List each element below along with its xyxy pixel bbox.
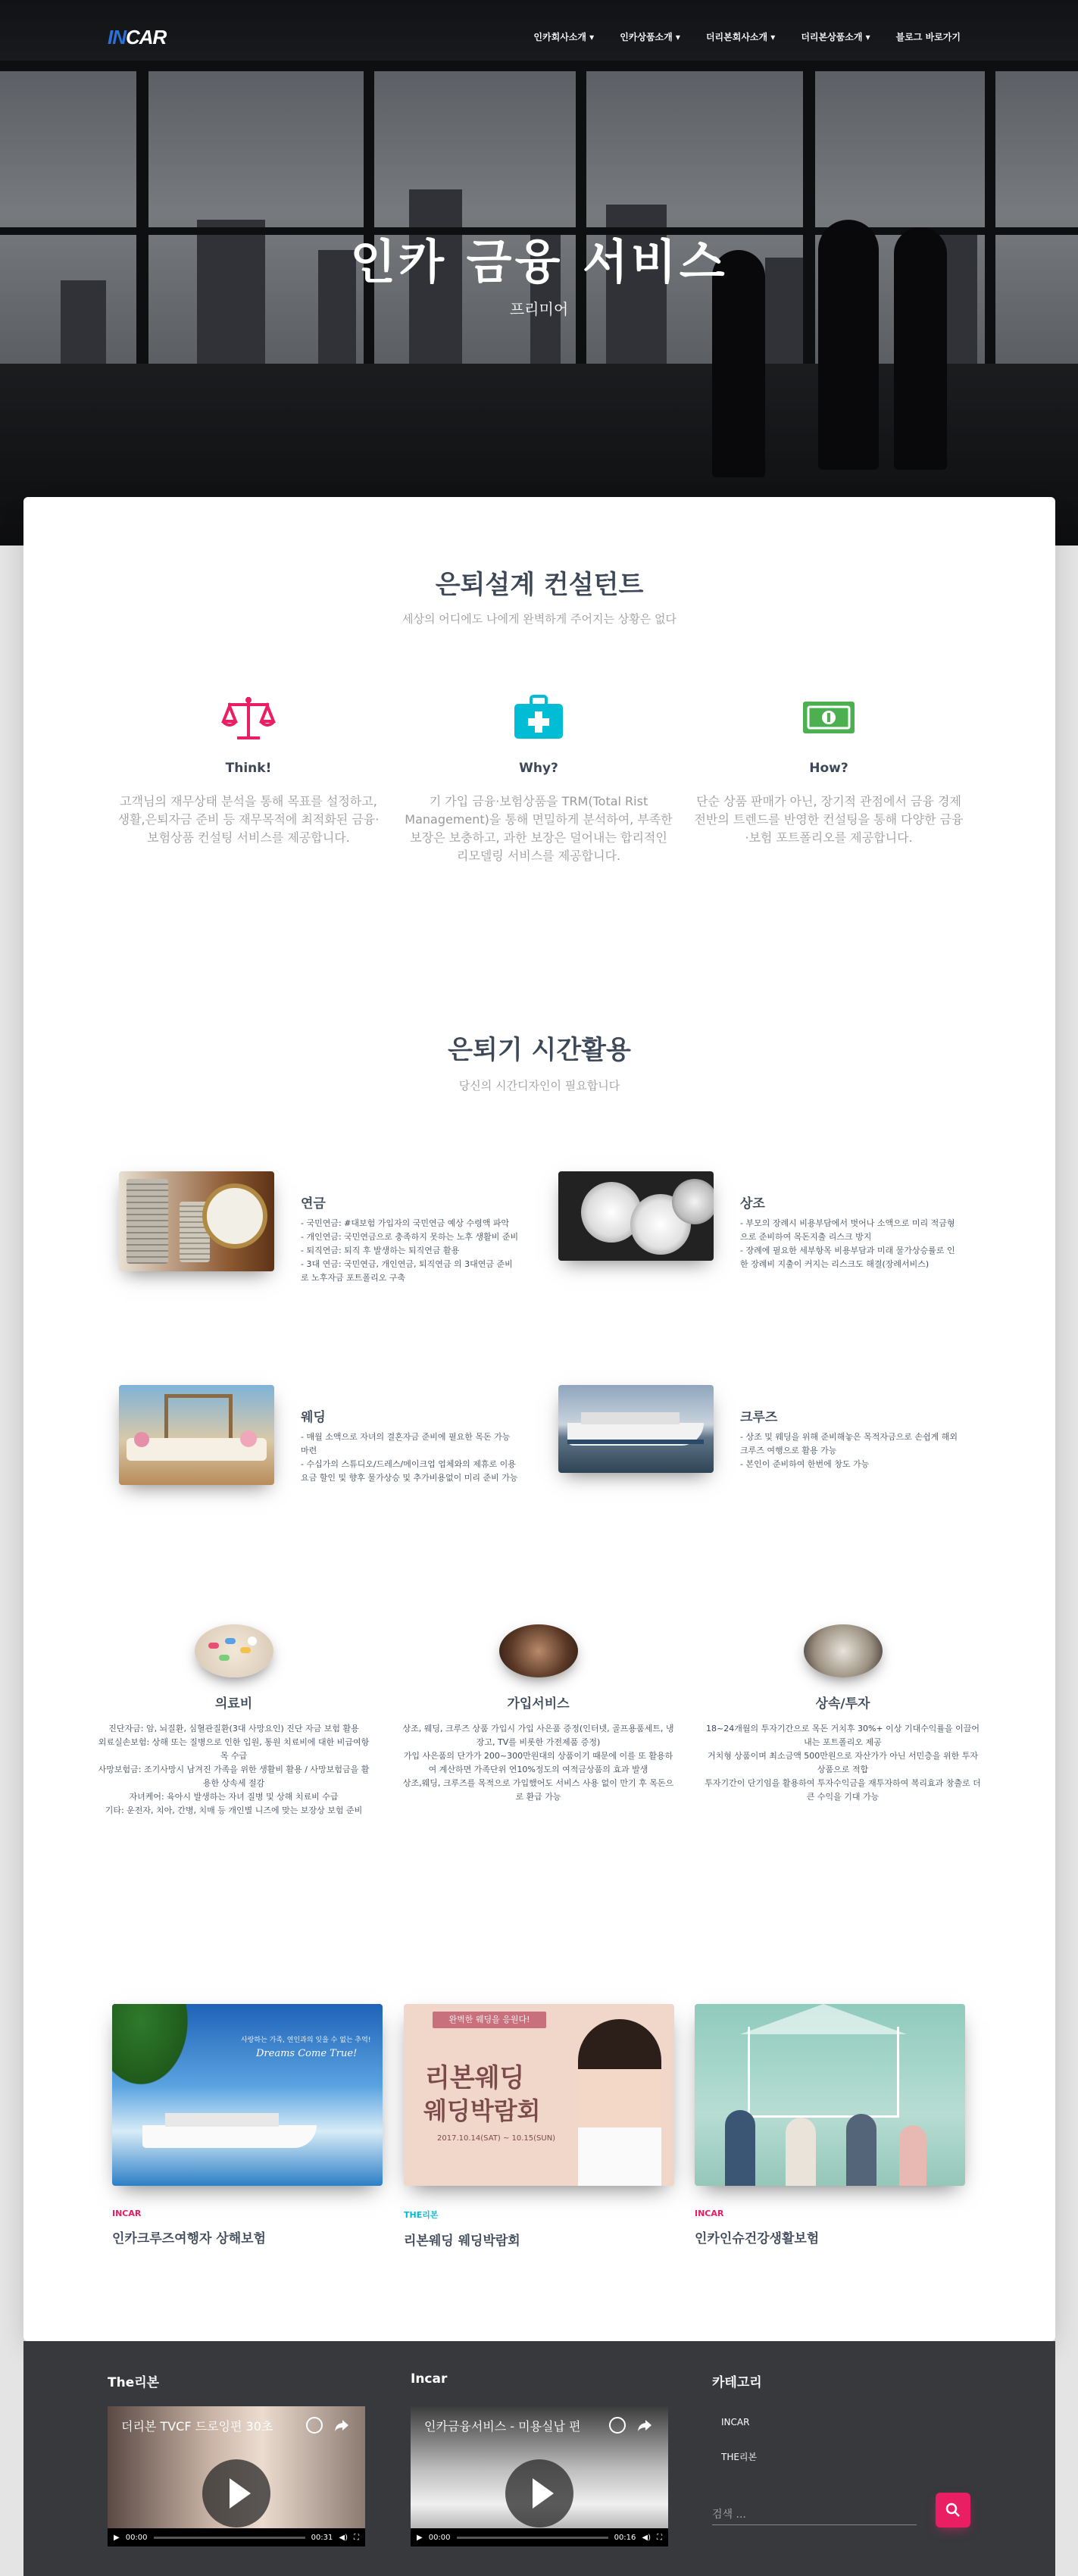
- video-player-incar[interactable]: [411, 2406, 668, 2546]
- hero-subtitle: 프리미어: [509, 300, 569, 318]
- current-time: 00:00: [428, 2533, 451, 2542]
- search-button[interactable]: [936, 2493, 970, 2528]
- food-image: [499, 1624, 578, 1677]
- footer-col-title: Incar: [411, 2371, 448, 2387]
- card-headline: 리본웨딩: [425, 2063, 525, 2093]
- video-progress-bar[interactable]: [154, 2537, 305, 2539]
- video-player-reborn[interactable]: [108, 2406, 365, 2546]
- card-date: 2017.10.14(SAT) ~ 10.15(SUN): [437, 2134, 556, 2143]
- video-progress-bar[interactable]: [457, 2537, 608, 2539]
- col-text: 진단자금: 암, 뇌질환, 심혈관질환(3대 사망요인) 진단 자금 보험 활용 외료실손보험: 상해 또는 질병으로 인한 입원, 통원 치료비에 대한 비급여항목 수급 사망보험금: 조기사망시 남겨진 가족을 위한 생활비 활용 / 사망보험금을 활용한 상속세 절감 자녀케어: 육아시 발생하는 자녀 질병 및 상해 치료비 수급 기타: 운전자, 치아, 간병, 치매 등 개인별 니즈에 맞는 보장상 보험 준비: [98, 1724, 370, 1815]
- card-title[interactable]: 인카크루즈여행자 상해보험: [112, 2231, 266, 2246]
- footer-col-title: The리본: [108, 2375, 160, 2390]
- block-text: - 부모의 장례시 비용부담에서 벗어나 소액으로 미리 적금형으로 준비하여 목돈지출 리스크 방지 - 장례에 필요한 세부항목 비용부담과 미래 물가상승률로 인한 장례비 지출이 커지는 리스크도 해결(장례서비스): [740, 1218, 955, 1269]
- play-icon[interactable]: ▶: [417, 2533, 423, 2542]
- nav-reborn-about[interactable]: 더리본회사소개 ▾: [705, 32, 776, 42]
- pension-image: [119, 1171, 274, 1271]
- hero-title: 인카 금융 서비스: [350, 234, 728, 289]
- feature-text: 단순 상품 판매가 아닌, 장기적 관점에서 금융 경제 전반의 트렌드를 반영한 컨설팅을 통해 다양한 금융·보험 포트폴리오를 제공합니다.: [694, 794, 964, 845]
- feature-title: Why?: [519, 761, 558, 776]
- main-nav: [533, 30, 961, 43]
- total-time: 00:31: [311, 2533, 333, 2542]
- col-investment: [705, 1624, 981, 1804]
- card-banner: 완벽한 웨딩을 응원다!: [433, 2012, 546, 2028]
- volume-icon[interactable]: ◀): [642, 2533, 651, 2542]
- total-time: 00:16: [614, 2533, 636, 2542]
- col-text: 18~24개월의 투자기간으로 목돈 거치후 30%+ 이상 기대수익률을 이끌어내는 포트폴리오 제공 거치형 상품이며 최소금액 500만원으로 자산가가 아닌 서민층을 위한 투자상품으로 적합 투자기간이 단기임을 활용하여 투자수익금을 재투자하여 복리효과 창출로 더 큰 수익을 기대 가능: [705, 1724, 981, 1802]
- nav-incar-about[interactable]: 인카회사소개 ▾: [533, 32, 595, 42]
- fullscreen-icon[interactable]: ⛶: [354, 2533, 359, 2542]
- feature-how: [692, 691, 965, 847]
- desk-image: [804, 1624, 883, 1677]
- card-category[interactable]: THE리본: [404, 2210, 439, 2220]
- share-icon[interactable]: [333, 2417, 350, 2434]
- wedding-image: [119, 1385, 274, 1485]
- block-title: 크루즈: [740, 1410, 778, 1425]
- share-icon[interactable]: [636, 2417, 653, 2434]
- play-icon[interactable]: ▶: [114, 2533, 120, 2542]
- play-button[interactable]: [505, 2459, 573, 2528]
- fullscreen-icon[interactable]: ⛶: [657, 2533, 662, 2542]
- feature-title: Think!: [225, 761, 272, 776]
- card-health[interactable]: [695, 2004, 965, 2246]
- medkit-icon: [508, 691, 569, 744]
- video-controls: [411, 2528, 668, 2546]
- video-title[interactable]: 더리본 TVCF 드로잉편 30초: [121, 2419, 273, 2434]
- time-block-cruise: [558, 1385, 983, 1537]
- wedding-fair-image[interactable]: [404, 2004, 674, 2186]
- funeral-image: [558, 1171, 714, 1261]
- footer-category-reborn[interactable]: THE리본: [721, 2452, 758, 2462]
- cruise-insurance-image[interactable]: [112, 2004, 383, 2186]
- card-title[interactable]: 인카인슈건강생활보험: [695, 2231, 820, 2246]
- retire-subtitle: 당신의 시간디자인이 필요합니다: [458, 1079, 620, 1093]
- block-title: 상조: [740, 1196, 765, 1211]
- watch-later-icon[interactable]: [609, 2417, 626, 2434]
- card-title[interactable]: 리본웨딩 웨딩박람회: [404, 2234, 520, 2249]
- col-title: 의료비: [214, 1696, 253, 1712]
- card-category[interactable]: INCAR: [695, 2209, 724, 2218]
- time-block-funeral: [558, 1171, 983, 1323]
- card-caption: Dreams Come True!: [256, 2048, 358, 2059]
- time-block-wedding: [119, 1385, 543, 1537]
- search-icon: [945, 2503, 961, 2518]
- play-button[interactable]: [202, 2459, 270, 2528]
- col-title: 상속/투자: [815, 1696, 870, 1712]
- volume-icon[interactable]: ◀): [339, 2533, 348, 2542]
- money-icon: [798, 691, 859, 744]
- feature-text: 고객님의 재무상태 분석을 통해 목표를 설정하고, 생활,은퇴자금 준비 등 재무목적에 최적화된 금융·보험상품 컨설팅 서비스를 제공합니다.: [117, 794, 380, 845]
- card-wedding-fair[interactable]: [404, 2004, 674, 2249]
- nav-blog[interactable]: 블로그 바로가기: [895, 32, 961, 42]
- card-caption: 사랑하는 가족, 연인과의 잊을 수 없는 추억!: [241, 2037, 371, 2044]
- nav-incar-products[interactable]: 인카상품소개 ▾: [620, 32, 680, 42]
- video-title[interactable]: 인카금융서비스 - 미용실납 편: [424, 2419, 581, 2434]
- main-content: [23, 497, 1055, 2341]
- incar-logo[interactable]: INCAR: [108, 26, 167, 48]
- navbar: [0, 0, 1078, 73]
- current-time: 00:00: [125, 2533, 148, 2542]
- cruise-image: [558, 1385, 714, 1473]
- consult-subtitle: 세상의 어디에도 나에게 완벽하게 주어지는 상황은 없다: [402, 612, 676, 626]
- block-text: - 상조 및 웨딩을 위해 준비해놓은 목적자금으로 손쉽게 해외 크루즈 여행으로 활용 가능 - 본인이 준비하여 한번에 창도 가능: [740, 1432, 958, 1469]
- feature-title: How?: [809, 761, 848, 776]
- card-headline: 웨딩박람회: [423, 2096, 541, 2125]
- card-cruise[interactable]: [112, 2004, 383, 2246]
- video-controls: [108, 2528, 365, 2546]
- col-medical: [95, 1624, 372, 1818]
- family-image[interactable]: [695, 2004, 965, 2186]
- card-category[interactable]: INCAR: [112, 2209, 142, 2218]
- watch-later-icon[interactable]: [306, 2417, 323, 2434]
- col-title: 가입서비스: [507, 1696, 570, 1712]
- nav-reborn-products[interactable]: 더리본상품소개 ▾: [801, 32, 870, 42]
- footer: [23, 2341, 1055, 2576]
- block-title: 웨딩: [301, 1410, 326, 1425]
- block-title: 연금: [301, 1196, 326, 1211]
- footer-col-title: 카테고리: [712, 2375, 762, 2390]
- retire-title: 은퇴기 시간활용: [448, 1035, 631, 1065]
- footer-category-incar[interactable]: INCAR: [721, 2417, 750, 2428]
- pills-image: [195, 1624, 273, 1677]
- search-input[interactable]: 검색 ...: [712, 2503, 917, 2525]
- col-service: [400, 1624, 676, 1804]
- consult-title: 은퇴설계 컨설턴트: [435, 570, 644, 600]
- time-block-pension: [119, 1171, 543, 1323]
- feature-text: 기 가입 금융·보험상품을 TRM(Total Rist Management)을 통해 면밀하게 분석하여, 부족한 보장은 보충하고, 과한 보장은 덜어내는 합리적인 리모델링 서비스를 제공합니다.: [405, 794, 673, 863]
- feature-why: [402, 691, 675, 865]
- block-text: - 국민연금: #대보험 가입자의 국민연금 예상 수령액 파악 - 개인연금: 국민연금으로 충족하지 못하는 노후 생활비 준비 - 퇴직연금: 퇴직 후 발생하는 퇴직연금 활용 - 3대 연금: 국민연금, 개인연금, 퇴직연금 의 3대연금 준비로 노후자금 포트폴리오 구축: [301, 1218, 519, 1283]
- block-text: - 매월 소액으로 자녀의 결혼자금 준비에 필요한 목돈 가능 마련 - 수십가의 스튜디오/드레스/메이크업 업체와의 제휴로 이용요금 할인 및 향후 물가상승 및 추가비용없이 미리 준비 가능: [301, 1432, 518, 1483]
- col-text: 상조, 웨딩, 크루즈 상품 가입시 가입 사은품 증정(인터넷, 골프용품세트, 냉장고, TV를 비롯한 가전제품 증정) 가입 사은품의 단가가 200~300만원대의 상품이기 때문에 이를 또 활용하여 계산하면 가족단위 연10%정도의 여적금상품의 효과 발생 상조,웨딩, 크루즈를 목적으로 가입했어도 서비스 사용 없이 만기 후 목돈으로 환급 가능: [402, 1724, 674, 1802]
- scale-icon: [218, 691, 279, 744]
- feature-think: [112, 691, 385, 847]
